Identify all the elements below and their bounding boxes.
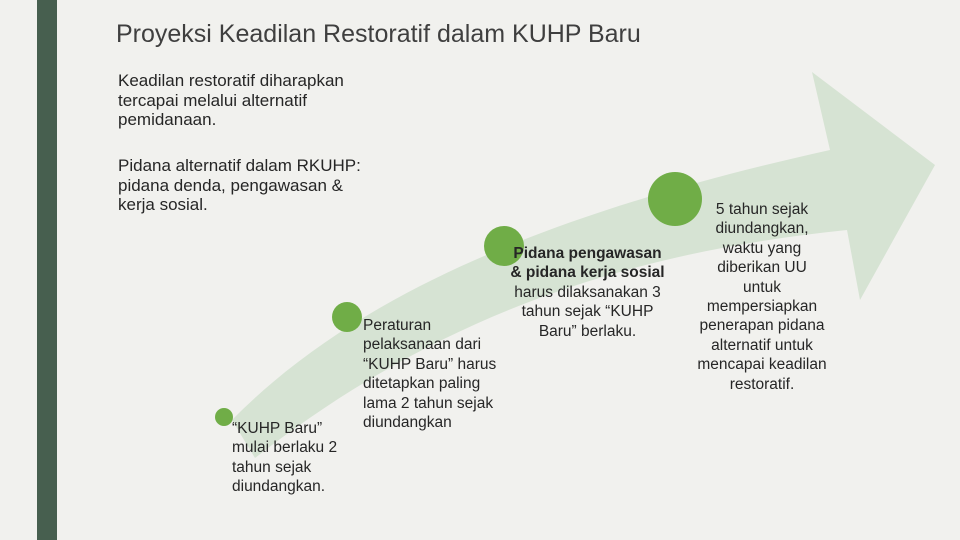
milestone-text-2: Peraturan pelaksanaan dari “KUHP Baru” harus ditetapkan paling lama 2 tahun sejak diundangkan: [363, 317, 497, 432]
milestone-text-1: “KUHP Baru” mulai berlaku 2 tahun sejak diundangkan.: [232, 420, 338, 496]
milestone-text-3-rest: harus dilaksanakan 3 tahun sejak “KUHP Baru” berlaku.: [514, 283, 661, 340]
milestone-dot-2: [332, 302, 362, 332]
milestone-dot-4: [648, 172, 702, 226]
page-title: Proyeksi Keadilan Restoratif dalam KUHP Baru: [116, 20, 641, 48]
intro-paragraph-1: Keadilan restoratif diharapkan tercapai melalui alternatif pemidanaan.: [118, 71, 344, 129]
intro-paragraph-2: Pidana alternatif dalam RKUHP: pidana denda, pengawasan & kerja sosial.: [118, 156, 361, 214]
milestone-text-4: 5 tahun sejak diundangkan, waktu yang diberikan UU untuk mempersiapkan penerapan pidana alternatif untuk mencapai keadilan restoratif.: [697, 201, 827, 393]
milestone-dot-1: [215, 408, 233, 426]
milestone-text-3: [510, 244, 665, 341]
milestone-text-3-bold: Pidana pengawasan & pidana kerja sosial: [510, 245, 665, 282]
